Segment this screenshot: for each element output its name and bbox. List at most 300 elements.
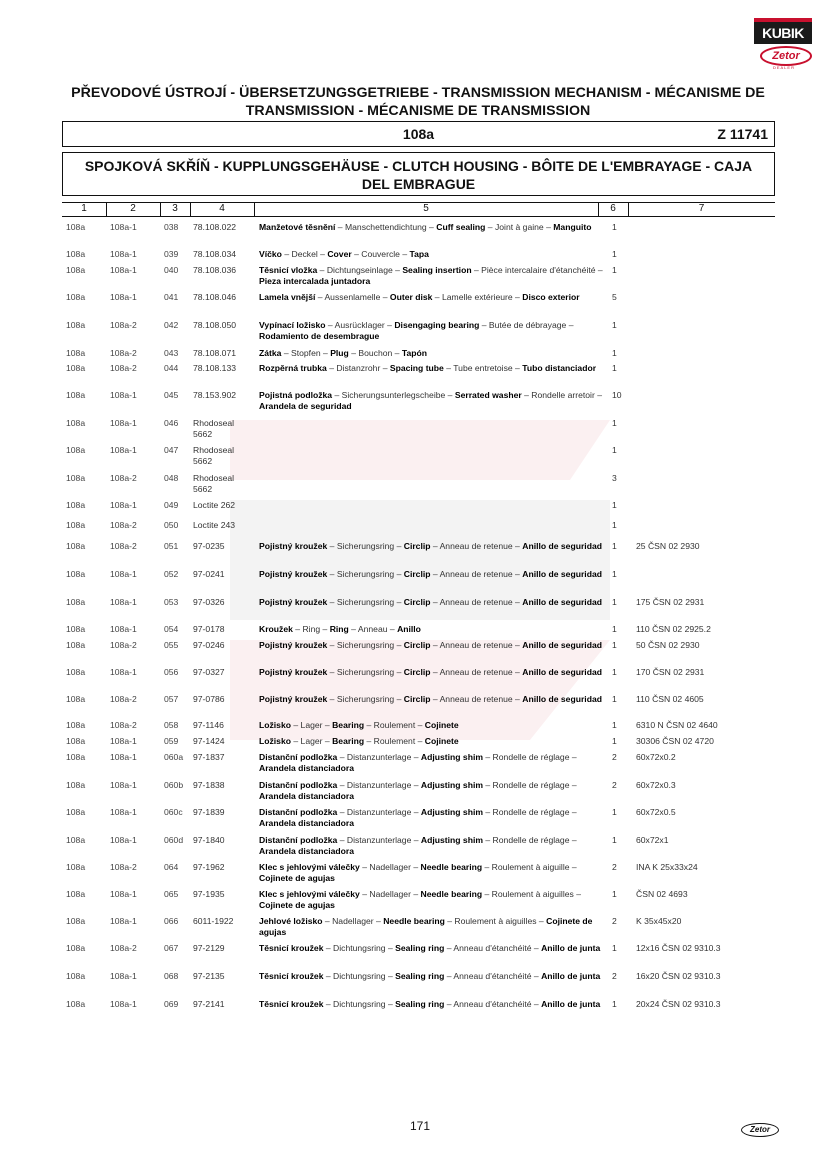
part-number-cell: 97-0241 xyxy=(193,569,225,579)
description-en: Bearing xyxy=(332,736,365,746)
quantity-cell: 1 xyxy=(612,624,617,634)
quantity-cell: 5 xyxy=(612,292,617,302)
description-desc: – Dichtungsring – xyxy=(323,999,396,1009)
description-desc: – Lager – xyxy=(291,736,333,746)
description-fr: – Roulement à aiguilles – xyxy=(482,889,581,899)
description-desc: – Sicherungsring – xyxy=(327,597,404,607)
part-number-cell: 97-2141 xyxy=(193,999,225,1009)
description-name: Distanční podložka xyxy=(259,780,338,790)
description-cell xyxy=(259,265,605,287)
subgroup-cell: 108a-2 xyxy=(110,320,137,330)
description-name: Pojistná podložka xyxy=(259,390,333,400)
description-desc: – Distanzunterlage – xyxy=(337,807,421,817)
description-desc: – Ausrücklager – xyxy=(325,320,395,330)
position-cell: 060a xyxy=(164,752,184,762)
subgroup-cell: 108a-1 xyxy=(110,971,137,981)
description-en: Adjusting shim xyxy=(420,780,483,790)
description-es: Anillo de seguridad xyxy=(522,541,602,551)
position-cell: 046 xyxy=(164,418,179,428)
page-title: PŘEVODOVÉ ÚSTROJÍ - ÜBERSETZUNGSGETRIEBE - TRANSMISSION MECHANISM - MÉCANISME DE TRANSMISSION - MÉCANISME DE TRANSMISSION xyxy=(71,85,765,119)
description-es: Rodamiento de desembrague xyxy=(259,331,380,341)
position-cell: 065 xyxy=(164,889,179,899)
description-en: Needle bearing xyxy=(383,916,445,926)
description-desc: – Sicherungsunterlegscheibe – xyxy=(332,390,455,400)
description-en: Spacing tube xyxy=(389,363,444,373)
group-cell: 108a xyxy=(66,500,86,510)
group-cell: 108a xyxy=(66,999,86,1009)
z-number: Z 11741 xyxy=(717,126,768,142)
description-fr: – Lamelle extérieure – xyxy=(432,292,523,302)
description-en: Sealing ring xyxy=(395,999,445,1009)
note-cell: 25 ČSN 02 2930 xyxy=(636,541,700,551)
subgroup-cell: 108a-2 xyxy=(110,862,137,872)
group-cell: 108a xyxy=(66,249,86,259)
description-name: Klec s jehlovými válečky xyxy=(259,889,360,899)
quantity-cell: 1 xyxy=(612,265,617,275)
group-cell: 108a xyxy=(66,473,86,483)
subgroup-cell: 108a-1 xyxy=(110,249,137,259)
description-cell xyxy=(259,835,605,857)
note-cell: INA K 25x33x24 xyxy=(636,862,698,872)
description-name: Distanční podložka xyxy=(259,835,338,845)
subgroup-cell: 108a-1 xyxy=(110,736,137,746)
subgroup-cell: 108a-1 xyxy=(110,807,137,817)
description-desc: – Lager – xyxy=(291,720,333,730)
description-en: Cover xyxy=(327,249,352,259)
description-desc: – Dichtungsring – xyxy=(323,943,396,953)
description-cell xyxy=(259,624,605,635)
description-name: Jehlové ložisko xyxy=(259,916,323,926)
description-name: Klec s jehlovými válečky xyxy=(259,862,360,872)
description-name: Manžetové těsnění xyxy=(259,222,336,232)
description-cell xyxy=(259,569,605,580)
description-cell xyxy=(259,736,605,747)
part-number-cell: 97-0326 xyxy=(193,597,225,607)
description-fr: – Anneau de retenue – xyxy=(430,667,523,677)
description-es: Tapón xyxy=(401,348,427,358)
position-cell: 039 xyxy=(164,249,179,259)
description-desc: – Distanzunterlage – xyxy=(337,780,421,790)
description-name: Rozpěrná trubka xyxy=(259,363,327,373)
description-fr: – Roulement à aiguilles – xyxy=(444,916,547,926)
description-en: Ring xyxy=(329,624,349,634)
description-cell xyxy=(259,971,605,982)
description-cell xyxy=(259,348,605,359)
note-cell: 170 ČSN 02 2931 xyxy=(636,667,705,677)
position-cell: 057 xyxy=(164,694,179,704)
part-number-cell: 97-0235 xyxy=(193,541,225,551)
subgroup-cell: 108a-1 xyxy=(110,569,137,579)
description-cell xyxy=(259,889,605,911)
description-en: Sealing ring xyxy=(395,943,445,953)
part-number-cell: 78.153.902 xyxy=(193,390,237,400)
description-es: Arandela distanciadora xyxy=(259,818,355,828)
position-cell: 051 xyxy=(164,541,179,551)
description-name: Pojistný kroužek xyxy=(259,569,328,579)
group-code-box xyxy=(62,121,775,147)
part-number-cell: Rhodoseal 5662 xyxy=(193,473,235,494)
part-number-cell: Loctite 243 xyxy=(193,520,236,530)
quantity-cell: 1 xyxy=(612,943,617,953)
part-number-cell: 97-0327 xyxy=(193,667,225,677)
description-es: Cojinete de agujas xyxy=(259,916,593,937)
description-es: Anillo de seguridad xyxy=(522,597,602,607)
position-cell: 064 xyxy=(164,862,179,872)
group-cell: 108a xyxy=(66,520,86,530)
description-fr: – Anneau d'étanchéité – xyxy=(444,971,542,981)
description-en: Serrated washer xyxy=(454,390,522,400)
description-name: Těsnicí kroužek xyxy=(259,943,324,953)
quantity-cell: 1 xyxy=(612,720,617,730)
quantity-cell: 1 xyxy=(612,640,617,650)
quantity-cell: 1 xyxy=(612,889,617,899)
quantity-cell: 2 xyxy=(612,916,617,926)
description-en: Circlip xyxy=(403,569,431,579)
subgroup-cell: 108a-1 xyxy=(110,999,137,1009)
description-fr: – Rondelle de réglage – xyxy=(483,752,577,762)
description-fr: – Joint à gaine – xyxy=(485,222,554,232)
description-desc: – Sicherungsring – xyxy=(327,569,404,579)
description-desc: – Dichtungsring – xyxy=(323,971,396,981)
position-cell: 043 xyxy=(164,348,179,358)
description-name: Vypínací ložisko xyxy=(259,320,326,330)
quantity-cell: 1 xyxy=(612,418,617,428)
description-es: Pieza intercalada juntadora xyxy=(259,276,371,286)
description-name: Kroužek xyxy=(259,624,293,634)
description-es: Anillo de junta xyxy=(541,943,601,953)
group-cell: 108a xyxy=(66,348,86,358)
description-desc: – Sicherungsring – xyxy=(327,694,404,704)
part-number-cell: 97-0786 xyxy=(193,694,225,704)
kubik-watermark xyxy=(230,420,610,740)
description-name: Distanční podložka xyxy=(259,752,338,762)
description-fr: – Rondelle de réglage – xyxy=(483,780,577,790)
note-cell: 12x16 ČSN 02 9310.3 xyxy=(636,943,721,953)
description-fr: – Pièce intercalaire d'étanchéité – xyxy=(471,265,603,275)
quantity-cell: 10 xyxy=(612,390,622,400)
part-number-cell: 78.108.046 xyxy=(193,292,237,302)
position-cell: 038 xyxy=(164,222,179,232)
group-cell: 108a xyxy=(66,445,86,455)
description-desc: – Sicherungsring – xyxy=(327,640,404,650)
description-fr: – Anneau de retenue – xyxy=(430,640,523,650)
note-cell: 60x72x1 xyxy=(636,835,669,845)
description-cell xyxy=(259,752,605,774)
group-cell: 108a xyxy=(66,667,86,677)
description-desc: – Distanzrohr – xyxy=(326,363,390,373)
description-fr: – Anneau de retenue – xyxy=(430,694,523,704)
note-cell: K 35x45x20 xyxy=(636,916,682,926)
description-es: Anillo de seguridad xyxy=(522,667,602,677)
description-fr: – Rondelle de réglage – xyxy=(483,835,577,845)
note-cell: 6310 N ČSN 02 4640 xyxy=(636,720,718,730)
quantity-cell: 1 xyxy=(612,500,617,510)
description-name: Pojistný kroužek xyxy=(259,541,328,551)
group-cell: 108a xyxy=(66,835,86,845)
group-cell: 108a xyxy=(66,640,86,650)
description-en: Sealing ring xyxy=(395,971,445,981)
group-cell: 108a xyxy=(66,943,86,953)
subgroup-cell: 108a-2 xyxy=(110,943,137,953)
note-cell: ČSN 02 4693 xyxy=(636,889,688,899)
subgroup-cell: 108a-1 xyxy=(110,292,137,302)
quantity-cell: 1 xyxy=(612,222,617,232)
column-header: 1 xyxy=(81,203,87,214)
description-name: Lamela vnější xyxy=(259,292,316,302)
description-fr: – Rondelle de réglage – xyxy=(483,807,577,817)
position-cell: 055 xyxy=(164,640,179,650)
group-cell: 108a xyxy=(66,222,86,232)
position-cell: 042 xyxy=(164,320,179,330)
part-number-cell: 97-1839 xyxy=(193,807,225,817)
quantity-cell: 1 xyxy=(612,569,617,579)
position-cell: 049 xyxy=(164,500,179,510)
description-desc: – Sicherungsring – xyxy=(327,541,404,551)
quantity-cell: 1 xyxy=(612,597,617,607)
description-en: Plug xyxy=(330,348,349,358)
part-number-cell: 97-0246 xyxy=(193,640,225,650)
part-number-cell: 97-0178 xyxy=(193,624,225,634)
description-en: Needle bearing xyxy=(420,862,483,872)
description-es: Arandela distanciadora xyxy=(259,791,355,801)
quantity-cell: 2 xyxy=(612,971,617,981)
description-fr: – Anneau de retenue – xyxy=(430,569,523,579)
description-es: Disco exterior xyxy=(522,292,580,302)
description-desc: – Distanzunterlage – xyxy=(337,752,421,762)
position-cell: 054 xyxy=(164,624,179,634)
description-fr: – Roulement à aiguille – xyxy=(482,862,577,872)
position-cell: 040 xyxy=(164,265,179,275)
part-number-cell: 97-1962 xyxy=(193,862,225,872)
description-en: Outer disk xyxy=(389,292,433,302)
group-cell: 108a xyxy=(66,916,86,926)
quantity-cell: 1 xyxy=(612,249,617,259)
quantity-cell: 1 xyxy=(612,520,617,530)
description-desc: – Nadellager – xyxy=(322,916,384,926)
group-cell: 108a xyxy=(66,569,86,579)
quantity-cell: 2 xyxy=(612,780,617,790)
position-cell: 060d xyxy=(164,835,184,845)
subgroup-cell: 108a-1 xyxy=(110,916,137,926)
subgroup-cell: 108a-2 xyxy=(110,363,137,373)
description-es: Tapa xyxy=(409,249,429,259)
description-desc: – Distanzunterlage – xyxy=(337,835,421,845)
quantity-cell: 2 xyxy=(612,752,617,762)
quantity-cell: 1 xyxy=(612,807,617,817)
description-cell xyxy=(259,999,605,1010)
kubik-logo-text: KUBIK xyxy=(754,18,812,44)
description-desc: – Nadellager – xyxy=(359,862,421,872)
description-cell xyxy=(259,222,605,233)
description-es: Cojinete xyxy=(424,736,459,746)
part-number-cell: 78.108.022 xyxy=(193,222,237,232)
column-header: 3 xyxy=(172,203,178,214)
description-name: Zátka xyxy=(259,348,282,358)
position-cell: 041 xyxy=(164,292,179,302)
position-cell: 060b xyxy=(164,780,184,790)
subgroup-cell: 108a-2 xyxy=(110,694,137,704)
part-number-cell: 97-1840 xyxy=(193,835,225,845)
description-en: Adjusting shim xyxy=(420,752,483,762)
description-cell xyxy=(259,249,605,260)
part-number-cell: 97-1424 xyxy=(193,736,225,746)
subgroup-cell: 108a-1 xyxy=(110,418,137,428)
description-es: Cojinete de agujas xyxy=(259,873,335,883)
quantity-cell: 1 xyxy=(612,320,617,330)
group-cell: 108a xyxy=(66,780,86,790)
column-header: 7 xyxy=(698,203,705,214)
group-cell: 108a xyxy=(66,541,86,551)
description-fr: – Anneau – xyxy=(348,624,398,634)
position-cell: 059 xyxy=(164,736,179,746)
group-cell: 108a xyxy=(66,292,86,302)
quantity-cell: 2 xyxy=(612,862,617,872)
part-number-cell: 97-1838 xyxy=(193,780,225,790)
description-cell xyxy=(259,390,605,412)
description-name: Pojistný kroužek xyxy=(259,640,328,650)
description-name: Těsnicí kroužek xyxy=(259,999,324,1009)
note-cell: 60x72x0.3 xyxy=(636,780,676,790)
group-cell: 108a xyxy=(66,320,86,330)
column-header: 4 xyxy=(219,203,225,214)
description-cell xyxy=(259,363,605,374)
kubik-zetor-logo xyxy=(754,14,814,72)
subgroup-cell: 108a-1 xyxy=(110,445,137,455)
quantity-cell: 1 xyxy=(612,348,617,358)
description-en: Disengaging bearing xyxy=(394,320,480,330)
subgroup-cell: 108a-1 xyxy=(110,500,137,510)
part-number-cell: 97-1146 xyxy=(193,720,224,730)
description-cell xyxy=(259,780,605,802)
zetor-logo-text: Zetor xyxy=(760,46,812,66)
description-name: Těsnicí kroužek xyxy=(259,971,324,981)
description-es: Anillo de seguridad xyxy=(522,569,602,579)
footer-zetor-logo: Zetor xyxy=(741,1123,779,1137)
description-name: Těsnicí vložka xyxy=(259,265,318,275)
description-name: Ložisko xyxy=(259,720,291,730)
quantity-cell: 1 xyxy=(612,694,617,704)
description-desc: – Sicherungsring – xyxy=(327,667,404,677)
part-number-cell: Loctite 262 xyxy=(193,500,236,510)
part-number-cell: Rhodoseal 5662 xyxy=(193,418,235,439)
description-es: Arandela de seguridad xyxy=(259,401,352,411)
column-header-row xyxy=(62,202,775,217)
description-es: Arandela distanciadora xyxy=(259,846,355,856)
description-en: Circlip xyxy=(403,541,431,551)
subgroup-cell: 108a-1 xyxy=(110,667,137,677)
quantity-cell: 1 xyxy=(612,667,617,677)
position-cell: 069 xyxy=(164,999,179,1009)
description-fr: – Anneau de retenue – xyxy=(430,541,523,551)
description-fr: – Rondelle arretoir – xyxy=(521,390,602,400)
page-number: 171 xyxy=(409,1119,431,1133)
subgroup-cell: 108a-1 xyxy=(110,624,137,634)
subgroup-cell: 108a-2 xyxy=(110,541,137,551)
description-es: Anillo de seguridad xyxy=(522,694,602,704)
description-en: Bearing xyxy=(332,720,365,730)
position-cell: 045 xyxy=(164,390,179,400)
quantity-cell: 1 xyxy=(612,736,617,746)
description-es: Cojinete de agujas xyxy=(259,900,335,910)
position-cell: 067 xyxy=(164,943,179,953)
group-cell: 108a xyxy=(66,736,86,746)
group-cell: 108a xyxy=(66,390,86,400)
description-en: Circlip xyxy=(403,597,431,607)
description-en: Sealing insertion xyxy=(402,265,472,275)
part-number-cell: 97-2129 xyxy=(193,943,225,953)
description-desc: – Dichtungseinlage – xyxy=(317,265,403,275)
group-code: 108a xyxy=(402,126,435,142)
column-header: 2 xyxy=(130,203,136,214)
description-desc: – Deckel – xyxy=(281,249,328,259)
group-cell: 108a xyxy=(66,265,86,275)
subgroup-cell: 108a-1 xyxy=(110,889,137,899)
subgroup-cell: 108a-1 xyxy=(110,835,137,845)
subgroup-cell: 108a-1 xyxy=(110,390,137,400)
description-fr: – Butée de débrayage – xyxy=(479,320,574,330)
group-cell: 108a xyxy=(66,862,86,872)
description-es: Cojinete xyxy=(424,720,459,730)
part-number-cell: 97-1837 xyxy=(193,752,225,762)
part-number-cell: Rhodoseal 5662 xyxy=(193,445,235,466)
description-es: Manguito xyxy=(553,222,592,232)
subgroup-cell: 108a-2 xyxy=(110,720,137,730)
subgroup-cell: 108a-1 xyxy=(110,222,137,232)
section-title: SPOJKOVÁ SKŘÍŇ - KUPPLUNGSGEHÄUSE - CLUTCH HOUSING - BÔITE DE L'EMBRAYAGE - CAJA DEL EMBRAGUE xyxy=(62,152,775,196)
description-fr: – Couvercle – xyxy=(351,249,410,259)
subgroup-cell: 108a-2 xyxy=(110,640,137,650)
note-cell: 60x72x0.2 xyxy=(636,752,676,762)
dealer-logo-text: DEALER xyxy=(772,65,795,70)
group-cell: 108a xyxy=(66,363,86,373)
position-cell: 066 xyxy=(164,916,179,926)
subgroup-cell: 108a-1 xyxy=(110,752,137,762)
subgroup-cell: 108a-2 xyxy=(110,348,137,358)
part-number-cell: 78.108.133 xyxy=(193,363,237,373)
description-es: Tubo distanciador xyxy=(522,363,597,373)
group-cell: 108a xyxy=(66,889,86,899)
description-es: Anillo xyxy=(397,624,421,634)
description-fr: – Tube entretoise – xyxy=(443,363,523,373)
note-cell: 60x72x0.5 xyxy=(636,807,676,817)
subgroup-cell: 108a-2 xyxy=(110,520,137,530)
description-cell xyxy=(259,541,605,552)
group-cell: 108a xyxy=(66,624,86,634)
part-number-cell: 6011-1922 xyxy=(193,916,234,926)
description-es: Anillo de seguridad xyxy=(522,640,602,650)
column-header: 5 xyxy=(423,203,429,214)
description-en: Circlip xyxy=(403,640,431,650)
quantity-cell: 1 xyxy=(612,363,617,373)
part-number-cell: 78.108.036 xyxy=(193,265,237,275)
part-number-cell: 78.108.034 xyxy=(193,249,237,259)
description-fr: – Roulement – xyxy=(364,736,425,746)
position-cell: 058 xyxy=(164,720,179,730)
part-number-cell: 97-1935 xyxy=(193,889,225,899)
quantity-cell: 1 xyxy=(612,445,617,455)
group-cell: 108a xyxy=(66,720,86,730)
note-cell: 110 ČSN 02 4605 xyxy=(636,694,704,704)
position-cell: 053 xyxy=(164,597,179,607)
position-cell: 050 xyxy=(164,520,179,530)
part-number-cell: 97-2135 xyxy=(193,971,225,981)
description-fr: – Anneau d'étanchéité – xyxy=(444,999,542,1009)
subgroup-cell: 108a-1 xyxy=(110,265,137,275)
description-name: Pojistný kroužek xyxy=(259,667,328,677)
description-cell xyxy=(259,694,605,705)
description-en: Adjusting shim xyxy=(420,835,483,845)
note-cell: 50 ČSN 02 2930 xyxy=(636,640,700,650)
